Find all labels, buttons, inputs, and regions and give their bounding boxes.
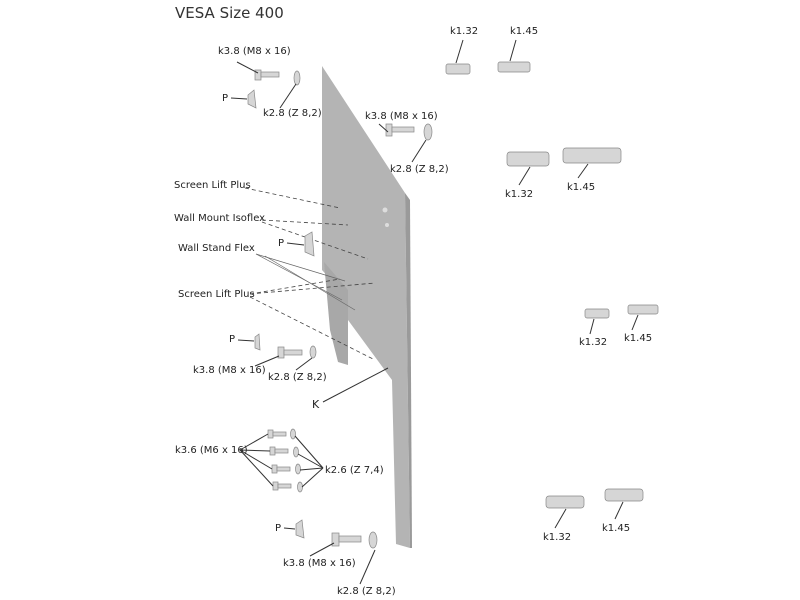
- label-spacer-long: k1.45: [624, 333, 653, 344]
- label-pad: P: [222, 93, 229, 104]
- label-screw: k3.8 (M8 x 16): [283, 558, 356, 569]
- label-screw-m6: k3.6 (M6 x 16): [175, 445, 248, 456]
- label-screw: k3.8 (M8 x 16): [218, 46, 291, 57]
- screw-group-m6: [175, 429, 384, 492]
- spacer-group-2: [505, 148, 621, 200]
- spacer-group-4: [543, 489, 643, 543]
- label-washer: k2.8 (Z 8,2): [268, 372, 327, 383]
- label-spacer-long: k1.45: [602, 523, 631, 534]
- label-washer: k2.8 (Z 8,2): [263, 108, 322, 119]
- label-wall-stand-flex: Wall Stand Flex: [178, 243, 255, 254]
- label-washer-z74: k2.6 (Z 7,4): [325, 465, 384, 476]
- label-spacer-long: k1.45: [510, 26, 539, 37]
- label-screen-lift-plus: Screen Lift Plus: [174, 180, 251, 191]
- label-pad: P: [275, 523, 282, 534]
- spacer-group-3: [579, 305, 658, 348]
- label-spacer-short: k1.32: [579, 337, 608, 348]
- pad-middle: [278, 232, 314, 256]
- screw-group-bottom: [275, 520, 396, 597]
- label-washer: k2.8 (Z 8,2): [337, 586, 396, 597]
- label-spacer-short: k1.32: [505, 189, 534, 200]
- label-pad: P: [278, 238, 285, 249]
- label-screw: k3.8 (M8 x 16): [193, 365, 266, 376]
- label-spacer-short: k1.32: [450, 26, 479, 37]
- label-screen-lift-plus-2: Screen Lift Plus: [178, 289, 255, 300]
- screw-group-top-left: [218, 46, 322, 119]
- spacer-group-1: [446, 26, 538, 74]
- label-screw: k3.8 (M8 x 16): [365, 111, 438, 122]
- label-plate: K: [312, 398, 320, 411]
- label-wall-mount-isoflex: Wall Mount Isoflex: [174, 213, 266, 224]
- label-spacer-short: k1.32: [543, 532, 572, 543]
- diagram-title: VESA Size 400: [175, 4, 284, 22]
- label-pad: P: [229, 334, 236, 345]
- label-spacer-long: k1.45: [567, 182, 596, 193]
- label-washer: k2.8 (Z 8,2): [390, 164, 449, 175]
- screw-group-middle: [193, 334, 327, 383]
